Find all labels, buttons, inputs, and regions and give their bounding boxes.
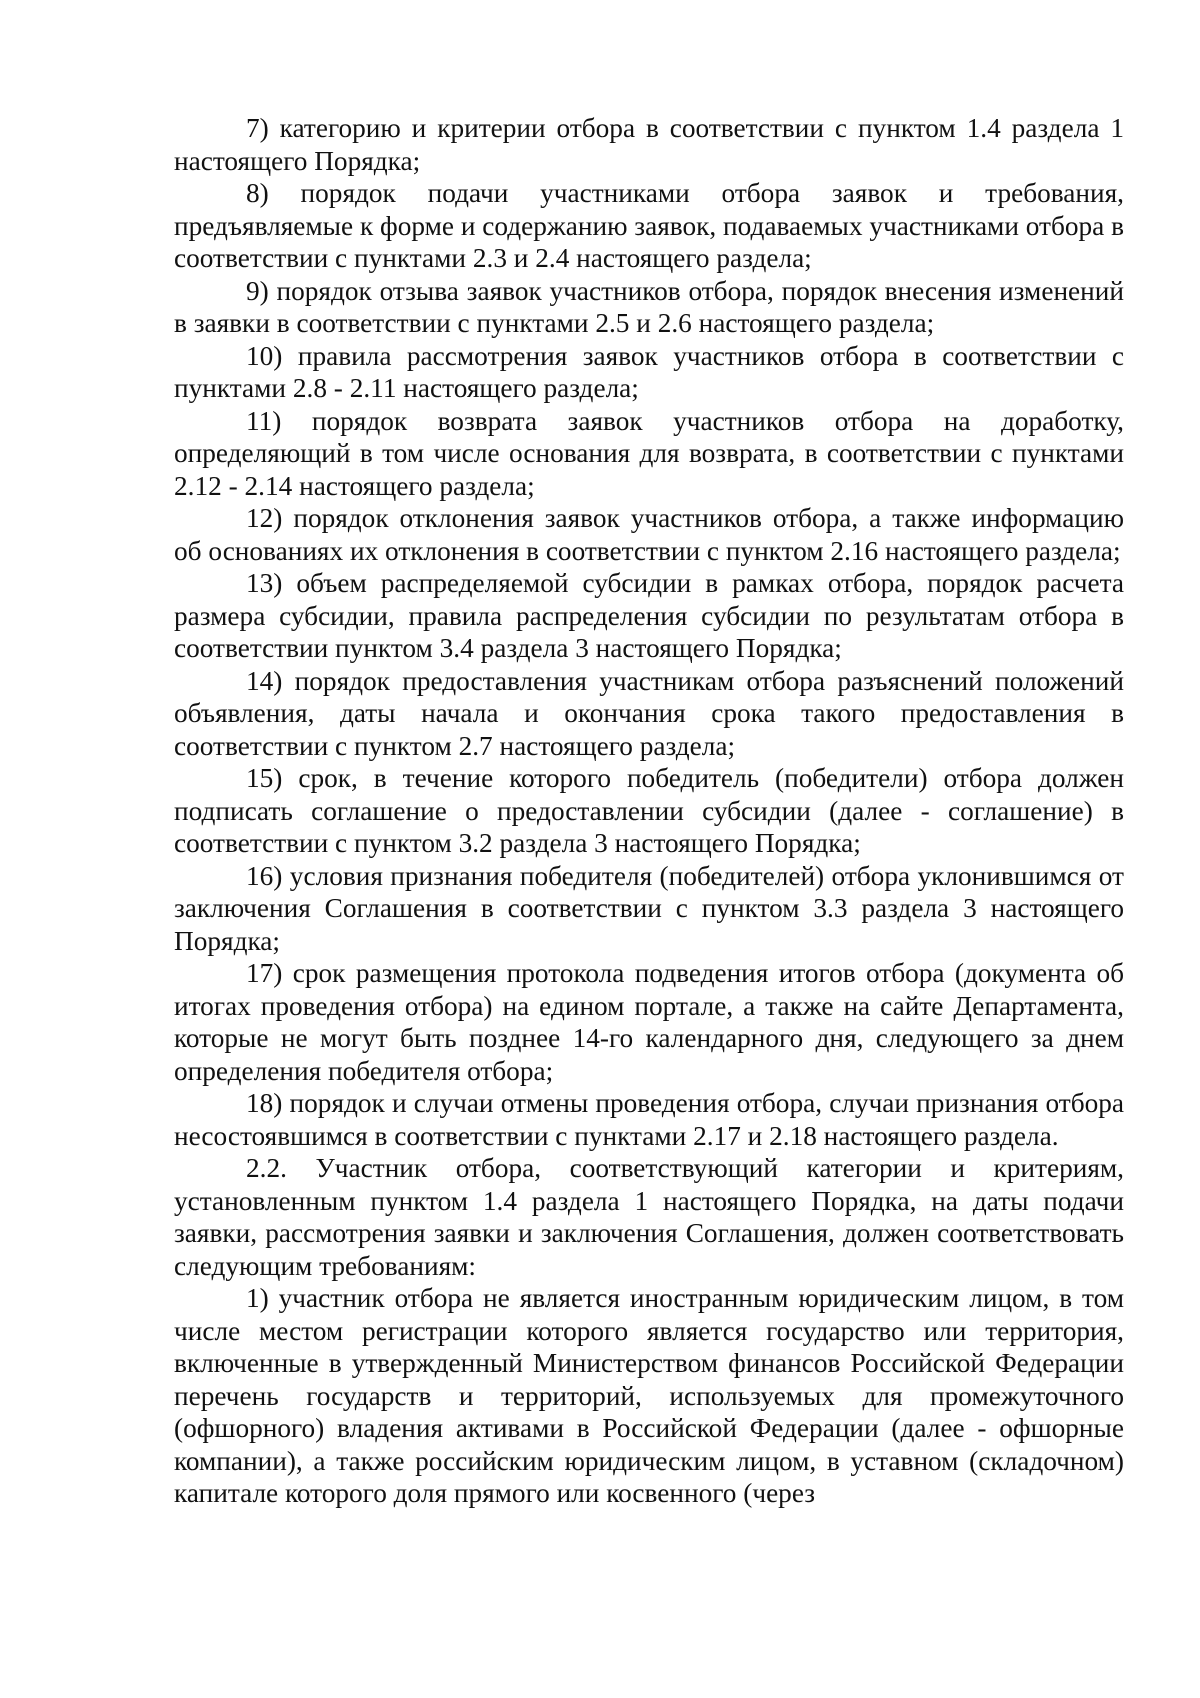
paragraph-item-11: 11) порядок возврата заявок участников отбора на доработку, определяющий в том числе основания для возврата, в соответствии с пунктами 2.12 - 2.14 настоящего раздела; [174,405,1124,501]
paragraph-item-14: 14) порядок предоставления участникам отбора разъяснений положений объявления, даты начала и окончания срока такого предоставления в соответствии с пунктом 2.7 настоящего раздела; [174,665,1124,761]
paragraph-item-18: 18) порядок и случаи отмены проведения отбора, случаи признания отбора несостоявшимся в соответствии с пунктами 2.17 и 2.18 настоящего раздела. [174,1088,1124,1151]
paragraph-item-17: 17) срок размещения протокола подведения итогов отбора (документа об итогах проведения отбора) на едином портале, а также на сайте Департамента, которые не могут быть позднее 14-го календарного дня, следующего за днем определения победителя отбора; [174,958,1124,1086]
paragraph-item-9: 9) порядок отзыва заявок участников отбора, порядок внесения изменений в заявки в соответствии с пунктами 2.5 и 2.6 настоящего раздела; [174,275,1124,338]
paragraph-requirement-1: 1) участник отбора не является иностранным юридическим лицом, в том числе местом регистрации которого является государство или территория, включенные в утвержденный Министерством финансов Российской Федерации перечень государств и территорий, используемых для промежуточного (офшорного) владения активами в Российской Федерации (далее - офшорные компании), а также российским юридическим лицом, в уставном (складочном) капитале которого доля прямого или косвенного (через [174,1283,1124,1508]
paragraph-item-10: 10) правила рассмотрения заявок участников отбора в соответствии с пунктами 2.8 - 2.11 настоящего раздела; [174,340,1124,403]
paragraph-item-16: 16) условия признания победителя (победителей) отбора уклонившимся от заключения Соглашения в соответствии с пунктом 3.3 раздела 3 настоящего Порядка; [174,860,1124,956]
document-page [174,112,1124,1510]
paragraph-section-2-2: 2.2. Участник отбора, соответствующий категории и критериям, установленным пунктом 1.4 раздела 1 настоящего Порядка, на даты подачи заявки, рассмотрения заявки и заключения Соглашения, должен соответствовать следующим требованиям: [174,1153,1124,1281]
paragraph-item-13: 13) объем распределяемой субсидии в рамках отбора, порядок расчета размера субсидии, правила распределения субсидии по результатам отбора в соответствии пунктом 3.4 раздела 3 настоящего Порядка; [174,568,1124,663]
paragraph-item-7: 7) категорию и критерии отбора в соответствии с пунктом 1.4 раздела 1 настоящего Порядка; [174,113,1124,176]
paragraph-item-15: 15) срок, в течение которого победитель (победители) отбора должен подписать соглашение о предоставлении субсидии (далее - соглашение) в соответствии с пунктом 3.2 раздела 3 настоящего Порядка; [174,763,1124,858]
paragraph-item-12: 12) порядок отклонения заявок участников отбора, а также информацию об основаниях их отклонения в соответствии с пунктом 2.16 настоящего раздела; [174,503,1124,566]
paragraph-item-8: 8) порядок подачи участниками отбора заявок и требования, предъявляемые к форме и содержанию заявок, подаваемых участниками отбора в соответствии с пунктами 2.3 и 2.4 настоящего раздела; [174,178,1124,273]
